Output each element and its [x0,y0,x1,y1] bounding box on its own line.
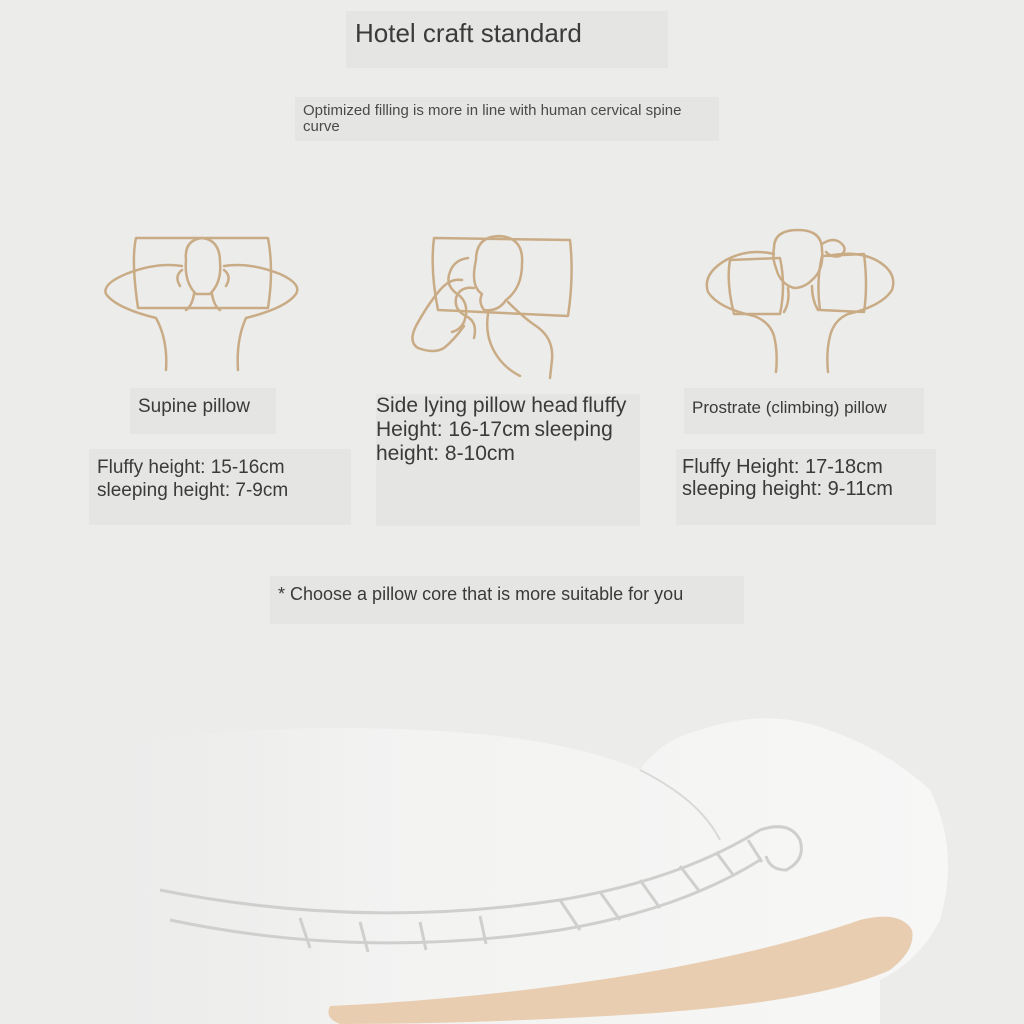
supine-label: Supine pillow [138,396,250,417]
side-sleeper-icon [404,230,584,380]
title-box [346,11,668,68]
side-fluffy-height: fluffy Height: 16-17cm [376,394,627,441]
supine-sleeping-height: sleeping height: 7-9cm [97,480,289,501]
page-title: Hotel craft standard [355,18,582,48]
note-box [270,576,744,624]
supine-label-box [130,388,276,434]
side-sleeping-height: sleeping height: 8-10cm [376,418,613,465]
supine-spec-box [89,449,351,525]
supine-sleeper-icon [96,230,306,380]
prone-label-box [684,388,924,434]
subtitle-box [295,97,719,141]
note-text: * Choose a pillow core that is more suitable for you [278,584,684,604]
prone-label: Prostrate (climbing) pillow [692,398,887,417]
prone-fluffy-height: Fluffy Height: 17-18cm [682,456,883,478]
side-label: Side lying pillow head [376,394,578,417]
supine-fluffy-height: Fluffy height: 15-16cm [97,457,285,478]
prone-sleeper-icon [700,226,900,376]
spine-illustration [0,680,1024,1024]
side-spec-box [376,394,640,526]
prone-sleeping-height: sleeping height: 9-11cm [682,478,893,500]
prone-spec-box [676,449,936,525]
page-subtitle: Optimized filling is more in line with human cervical spine curve [303,102,682,135]
